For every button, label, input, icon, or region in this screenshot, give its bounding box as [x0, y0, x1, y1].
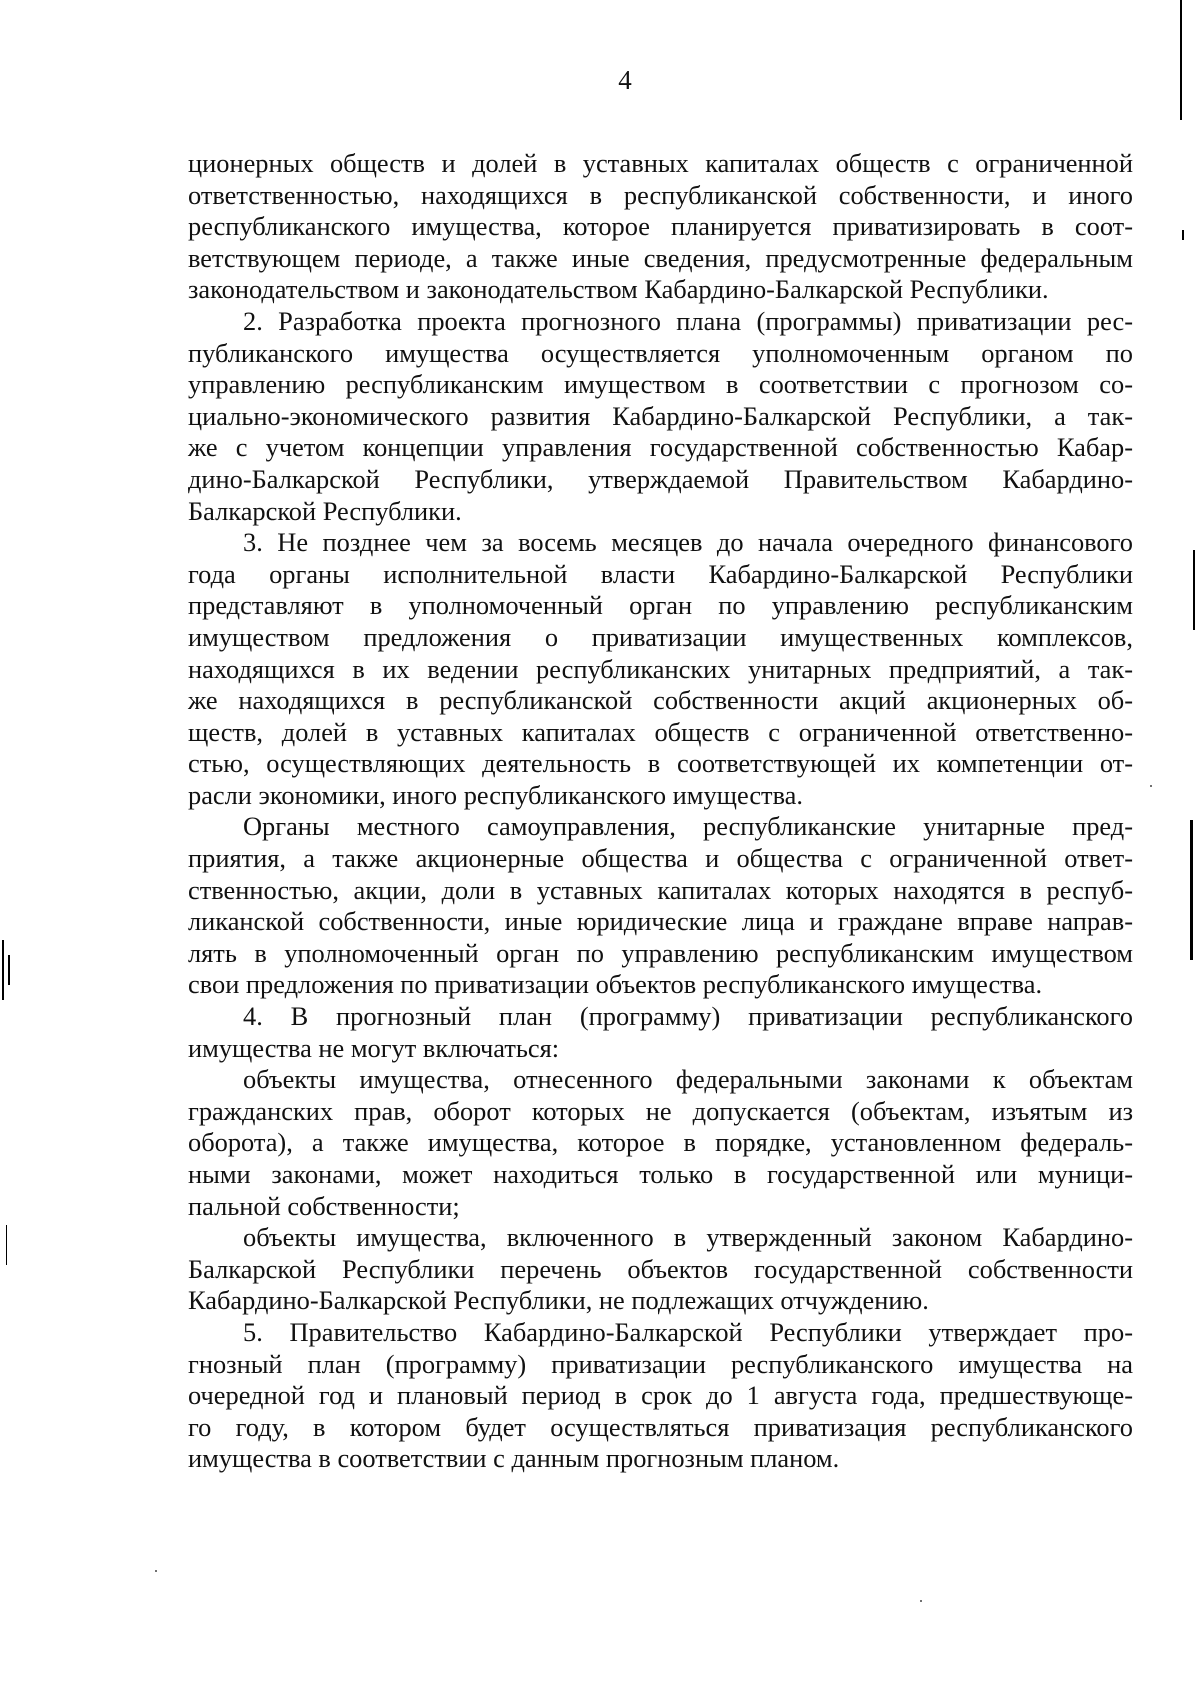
scan-edge-mark	[1182, 230, 1184, 240]
text-line: ликанской собственности, иные юридические лица и граждане вправе направ-	[188, 906, 1133, 937]
text-line: ственностью, акции, доли в уставных капиталах которых находятся в респуб-	[188, 874, 1133, 905]
text-line: Органы местного самоуправления, республиканские унитарные пред-	[243, 811, 1133, 842]
scan-speck	[1150, 785, 1152, 787]
scan-edge-mark	[1193, 550, 1195, 630]
text-line: имущества не могут включаться:	[188, 1032, 560, 1063]
scan-edge-mark	[2, 940, 4, 1000]
text-line: циально-экономического развития Кабардино-Балкарской Республики, а так-	[188, 400, 1133, 431]
text-line: ными законами, может находиться только в государственной или муници-	[188, 1159, 1133, 1189]
scan-speck	[920, 1600, 922, 1602]
text-line: представляют в уполномоченный орган по управлению республиканским	[188, 590, 1133, 621]
text-line: объекты имущества, отнесенного федеральными законами к объектам	[243, 1064, 1133, 1095]
text-line: ционерных обществ и долей в уставных капиталах обществ с ограниченной	[188, 148, 1133, 178]
text-line: ответственностью, находящихся в республиканской собственности, и иного	[188, 179, 1133, 210]
text-line: управлению республиканским имуществом в соответствии с прогнозом со-	[188, 369, 1133, 400]
text-line: пальной собственности;	[188, 1190, 460, 1221]
text-line: дино-Балкарской Республики, утверждаемой Правительством Кабардино-	[188, 463, 1133, 494]
text-line: публиканского имущества осуществляется уполномоченным органом по	[188, 337, 1133, 368]
scan-edge-mark	[6, 1225, 7, 1265]
text-line: республиканского имущества, которое планируется приватизировать в соот-	[188, 211, 1133, 242]
text-line: Балкарской Республики перечень объектов государственной собственности	[188, 1253, 1133, 1284]
text-line: очередной год и плановый период в срок до 1 августа года, предшествующе-	[188, 1380, 1133, 1411]
text-line: имущества в соответствии с данным прогнозным планом.	[188, 1443, 840, 1474]
scan-edge-mark	[1180, 0, 1182, 120]
text-line: 4. В прогнозный план (программу) приватизации республиканского	[243, 1001, 1133, 1032]
scan-edge-mark	[8, 955, 10, 985]
text-line: приятия, а также акционерные общества и общества с ограниченной ответ-	[188, 843, 1133, 874]
text-line: гражданских прав, оборот которых не допускается (объектам, изъятым из	[188, 1095, 1133, 1126]
text-line: же с учетом концепции управления государственной собственностью Кабар-	[188, 432, 1133, 463]
text-line: Кабардино-Балкарской Республики, не подлежащих отчуждению.	[188, 1285, 929, 1316]
page-number: 4	[618, 65, 632, 95]
text-line: ществ, долей в уставных капиталах обществ с ограниченной ответственно-	[188, 716, 1133, 747]
text-line: Балкарской Республики.	[188, 495, 462, 526]
text-line: объекты имущества, включенного в утвержденный законом Кабардино-	[243, 1222, 1133, 1253]
text-line: стью, осуществляющих деятельность в соответствующей их компетенции от-	[188, 748, 1133, 779]
text-line: лять в уполномоченный орган по управлению республиканским имуществом	[188, 937, 1133, 968]
text-line: же находящихся в республиканской собственности акций акционерных об-	[188, 685, 1133, 716]
text-line: свои предложения по приватизации объектов республиканского имущества.	[188, 969, 1043, 1000]
scan-edge-mark	[1190, 820, 1193, 960]
text-line: 5. Правительство Кабардино-Балкарской Республики утверждает про-	[243, 1316, 1133, 1347]
text-line: 2. Разработка проекта прогнозного плана (программы) приватизации рес-	[243, 305, 1133, 336]
text-line: го году, в котором будет осуществляться приватизация республиканского	[188, 1411, 1133, 1442]
text-line: ветствующем периоде, а также иные сведения, предусмотренные федеральным	[188, 242, 1133, 273]
text-line: имуществом предложения о приватизации имущественных комплексов,	[188, 621, 1133, 652]
document-body	[188, 148, 1133, 1475]
text-line: оборота), а также имущества, которое в порядке, установленном федераль-	[188, 1127, 1133, 1158]
scan-speck	[155, 1570, 157, 1572]
text-line: 3. Не позднее чем за восемь месяцев до начала очередного финансового	[243, 527, 1133, 558]
text-line: года органы исполнительной власти Кабардино-Балкарской Республики	[188, 558, 1133, 589]
text-line: расли экономики, иного республиканского имущества.	[188, 779, 803, 810]
text-line: находящихся в их ведении республиканских унитарных предприятий, а так-	[188, 653, 1133, 684]
text-line: гнозный план (программу) приватизации республиканского имущества на	[188, 1348, 1133, 1379]
text-line: законодательством и законодательством Кабардино-Балкарской Республики.	[188, 274, 1049, 305]
